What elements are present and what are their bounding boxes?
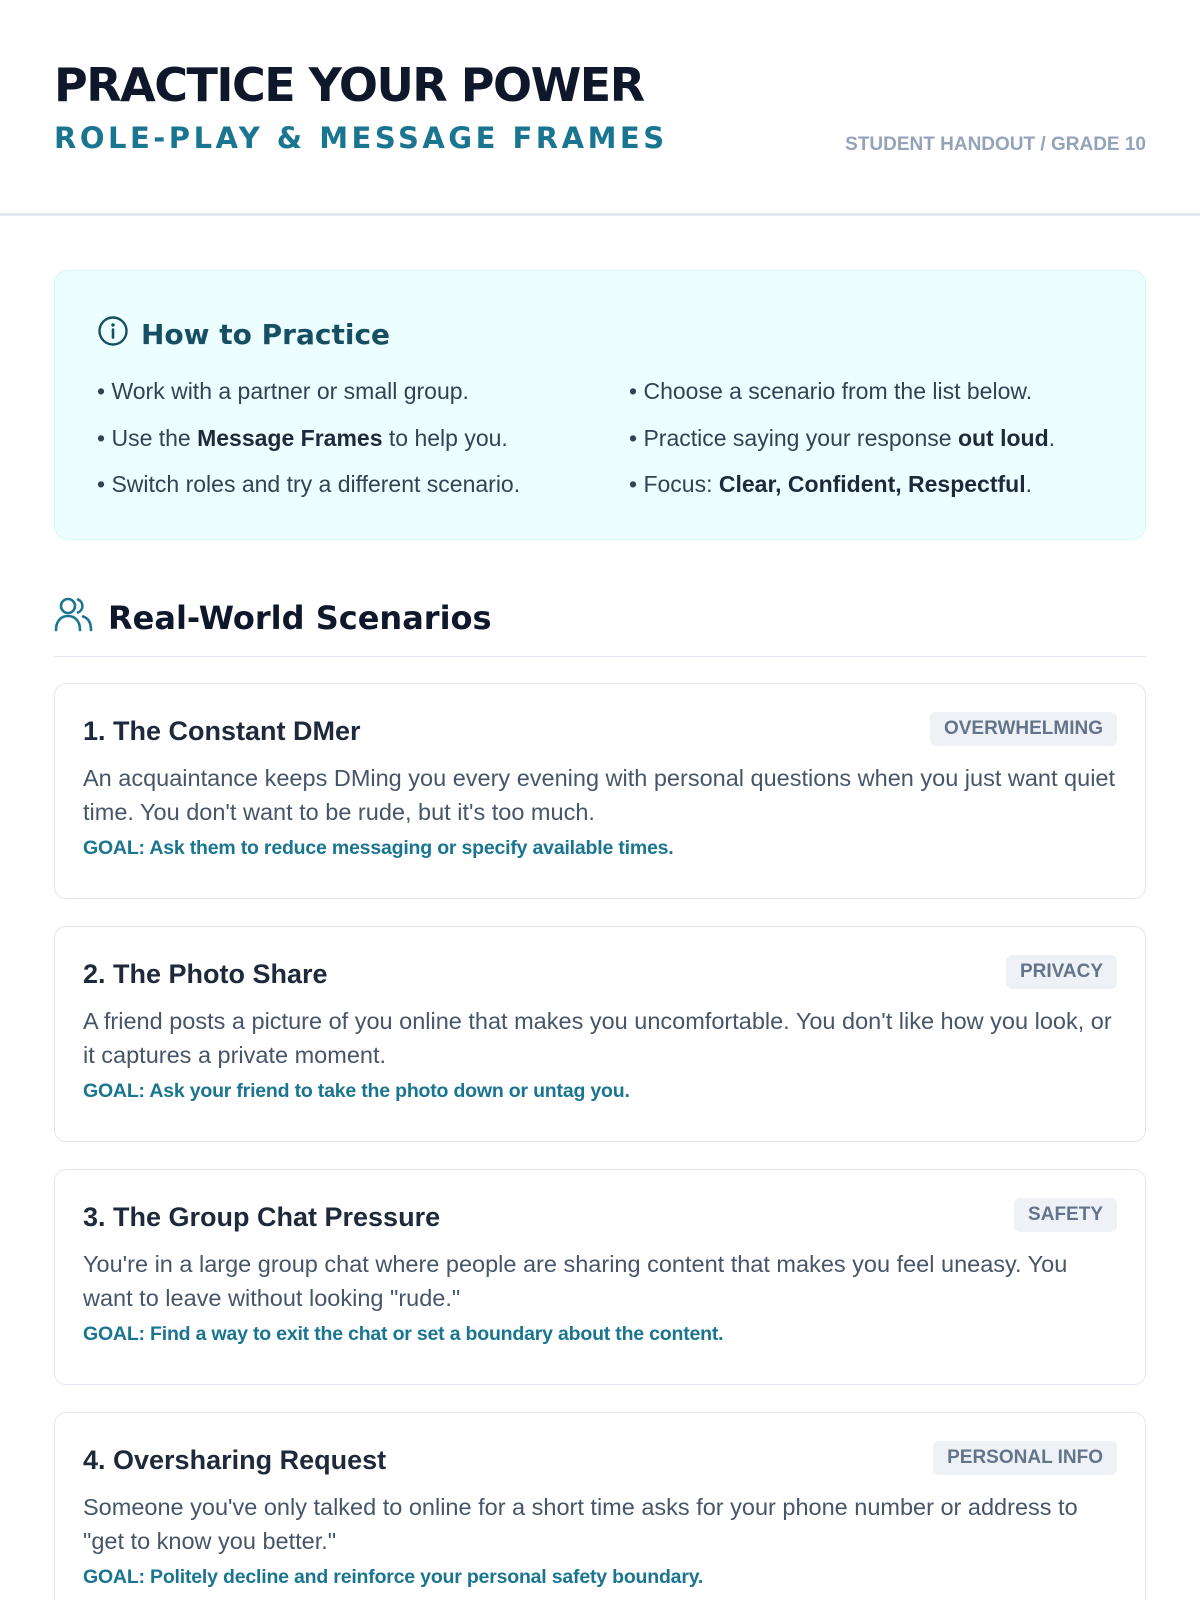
scenario-badge: PRIVACY <box>1006 955 1117 989</box>
scenario-title: 2. The Photo Share <box>83 959 328 989</box>
how-to-practice-heading <box>97 315 1103 354</box>
scenario-title: 1. The Constant DMer <box>83 716 361 746</box>
scenario-card <box>54 683 1146 899</box>
page-title: PRACTICE YOUR POWER <box>54 58 644 112</box>
scenario-description: You're in a large group chat where people are sharing content that makes you feel uneasy. You want to leave without looking "rude." <box>83 1251 1068 1311</box>
scenario-list <box>54 683 1146 1600</box>
info-circle-icon <box>97 315 129 354</box>
practice-tip: • Practice saying your response out loud. <box>629 424 1056 451</box>
how-to-practice-title: How to Practice <box>141 318 391 351</box>
scenario-description: An acquaintance keeps DMing you every evening with personal questions when you just want quiet time. You don't want to be rude, but it's too much. <box>83 765 1116 825</box>
how-to-practice-box <box>54 270 1146 540</box>
practice-tip: • Switch roles and try a different scenario. <box>97 471 521 497</box>
scenario-badge: OVERWHELMING <box>930 712 1117 746</box>
practice-tips-list <box>97 368 1103 508</box>
scenario-card <box>54 1412 1146 1600</box>
scenario-badge: SAFETY <box>1014 1198 1117 1232</box>
scenario-card <box>54 926 1146 1142</box>
practice-tip: • Choose a scenario from the list below. <box>629 378 1033 404</box>
scenario-card <box>54 1169 1146 1385</box>
practice-tip: • Work with a partner or small group. <box>97 378 469 404</box>
page-subtitle: ROLE-PLAY & MESSAGE FRAMES <box>54 121 668 155</box>
page-header <box>0 0 1200 216</box>
handout-label: STUDENT HANDOUT / GRADE 10 <box>845 134 1146 155</box>
scenario-badge: PERSONAL INFO <box>933 1441 1117 1475</box>
scenario-goal: GOAL: Ask them to reduce messaging or specify available times. <box>83 837 674 859</box>
scenario-goal: GOAL: Find a way to exit the chat or set a boundary about the content. <box>83 1323 724 1345</box>
practice-tip: • Use the Message Frames to help you. <box>97 424 508 451</box>
scenario-title: 3. The Group Chat Pressure <box>83 1202 441 1232</box>
practice-tip: • Focus: Clear, Confident, Respectful. <box>629 471 1032 497</box>
scenario-description: A friend posts a picture of you online that makes you uncomfortable. You don't like how you look, or it captures a private moment. <box>83 1008 1112 1068</box>
scenarios-heading <box>54 596 1146 657</box>
scenario-title: 4. Oversharing Request <box>83 1445 387 1475</box>
scenarios-title: Real-World Scenarios <box>108 599 492 637</box>
scenario-goal: GOAL: Ask your friend to take the photo down or untag you. <box>83 1080 630 1102</box>
scenario-description: Someone you've only talked to online for a short time asks for your phone number or address to "get to know you better." <box>83 1494 1078 1554</box>
scenario-goal: GOAL: Politely decline and reinforce your personal safety boundary. <box>83 1566 704 1588</box>
users-icon <box>54 596 94 640</box>
